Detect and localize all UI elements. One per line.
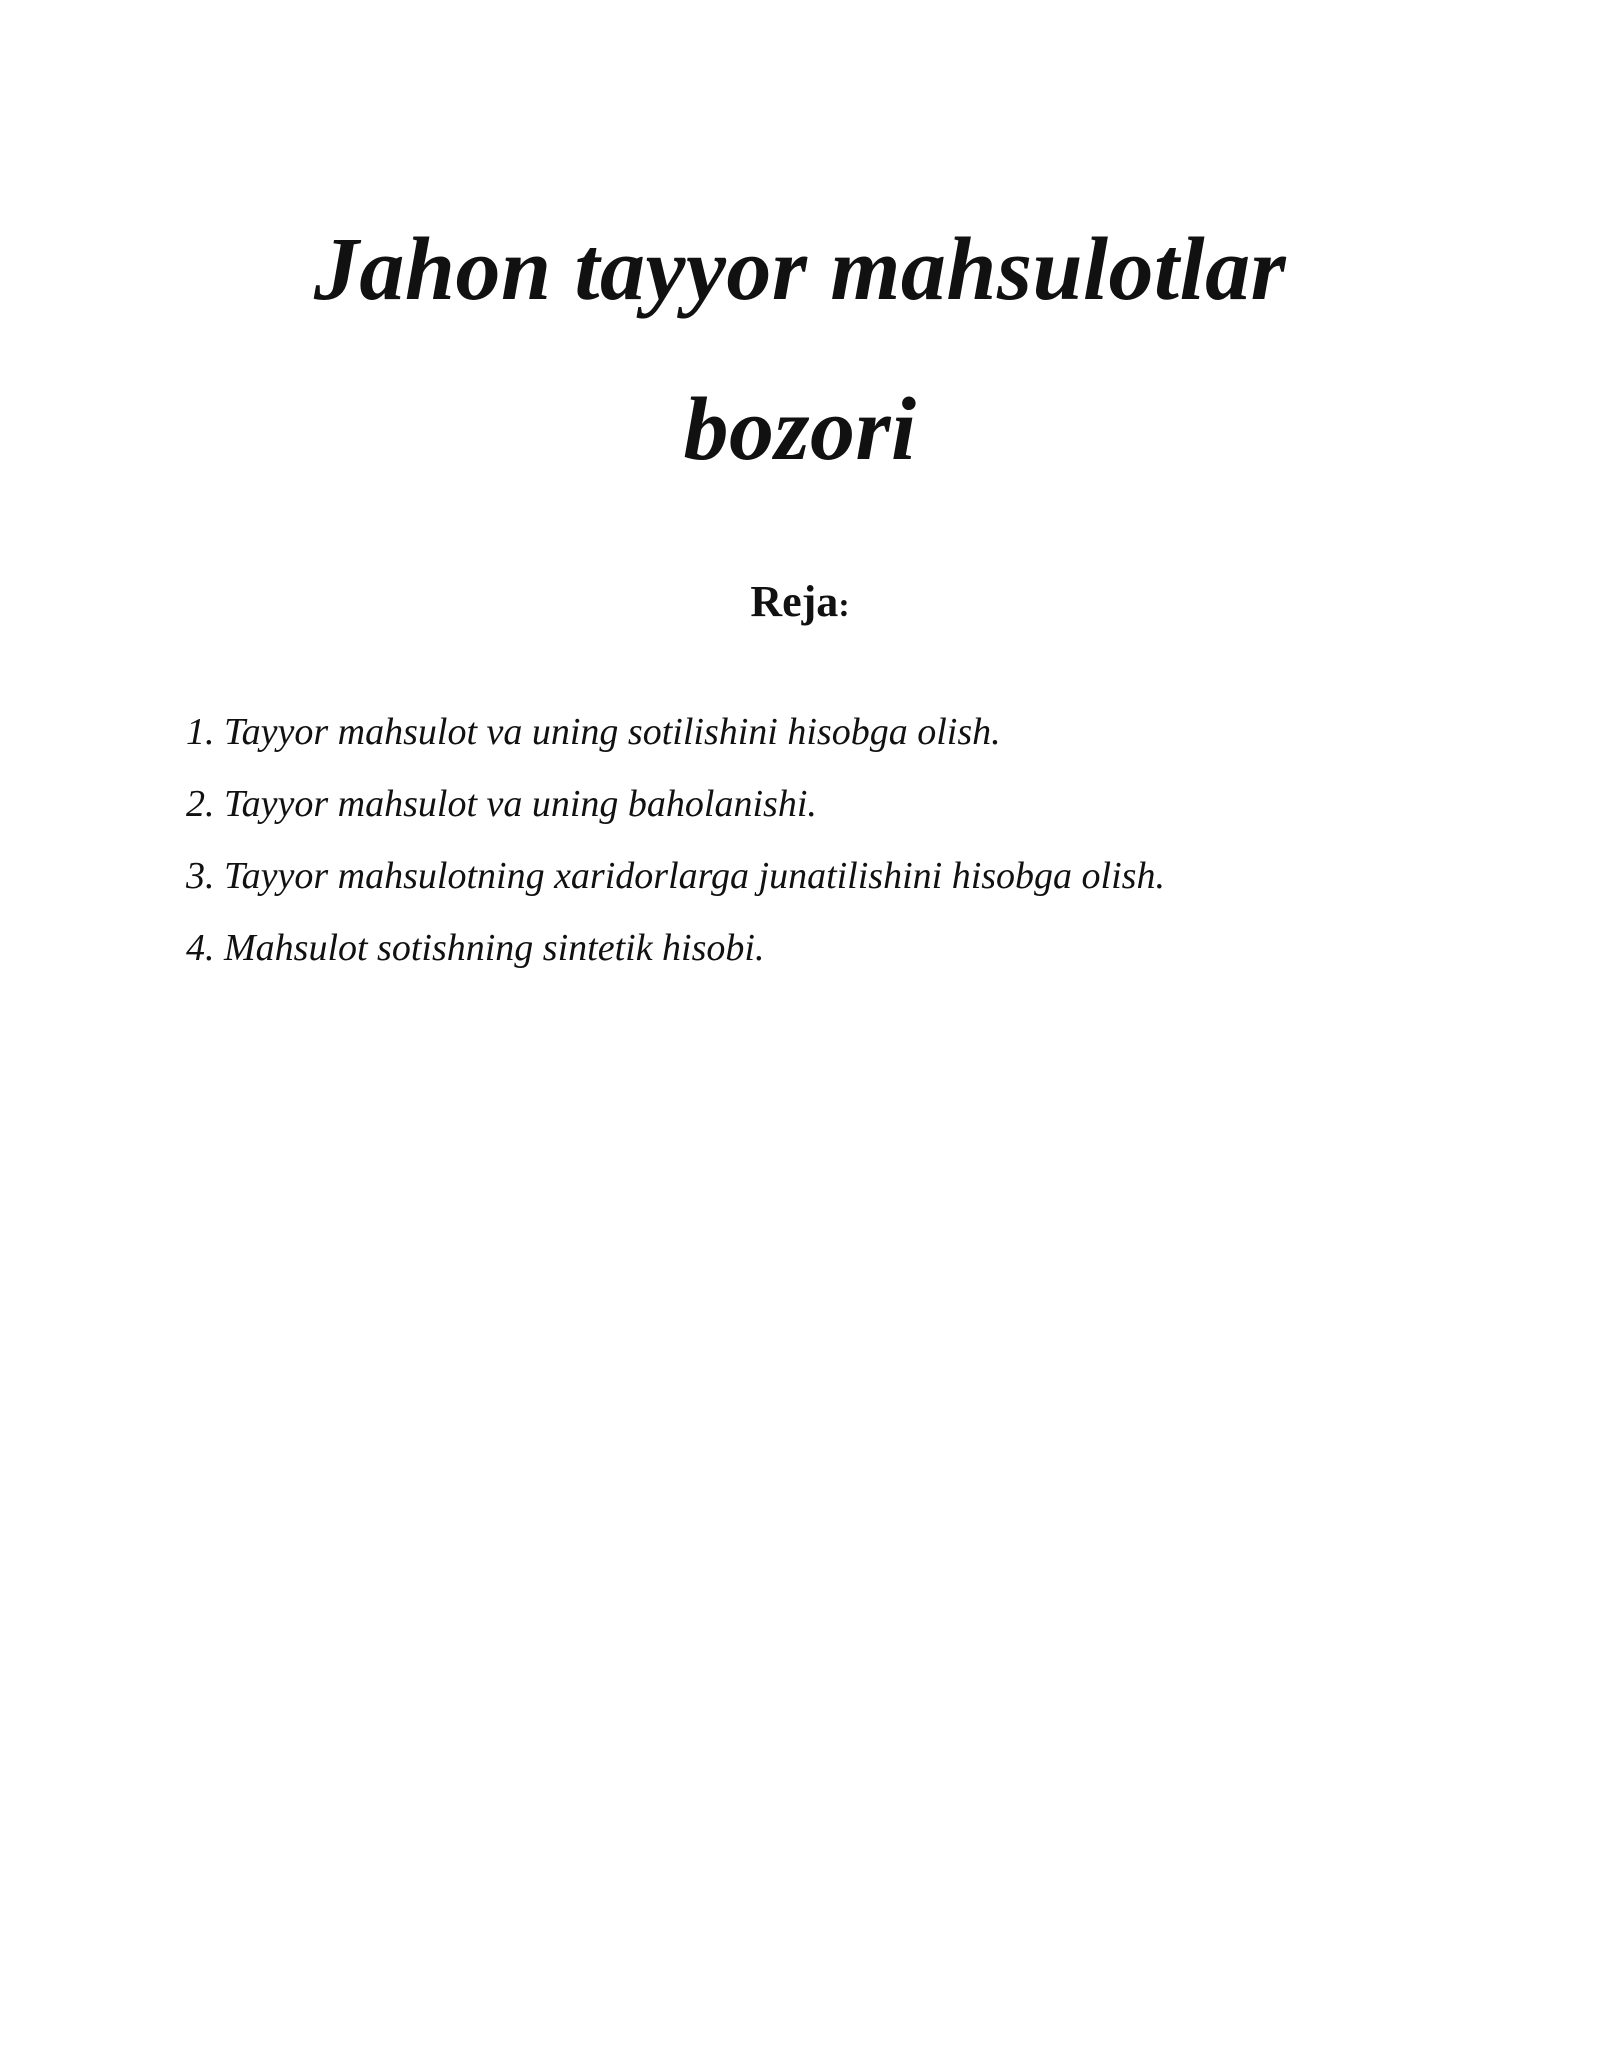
plan-heading-text: Reja bbox=[750, 577, 839, 626]
plan-list bbox=[186, 696, 1486, 984]
title-line-1: Jahon tayyor mahsulotlar bbox=[313, 220, 1287, 319]
plan-item: 3. Tayyor mahsulotning xaridorlarga junatilishini hisobga olish. bbox=[186, 855, 1165, 897]
plan-heading-colon: : bbox=[838, 587, 850, 624]
plan-item: 1. Tayyor mahsulot va uning sotilishini hisobga olish. bbox=[186, 711, 1001, 753]
plan-item: 4. Mahsulot sotishning sintetik hisobi. bbox=[186, 927, 765, 969]
plan-heading bbox=[0, 572, 1600, 636]
document-title bbox=[0, 190, 1600, 510]
title-line-2: bozori bbox=[683, 380, 917, 479]
plan-item: 2. Tayyor mahsulot va uning baholanishi. bbox=[186, 783, 817, 825]
